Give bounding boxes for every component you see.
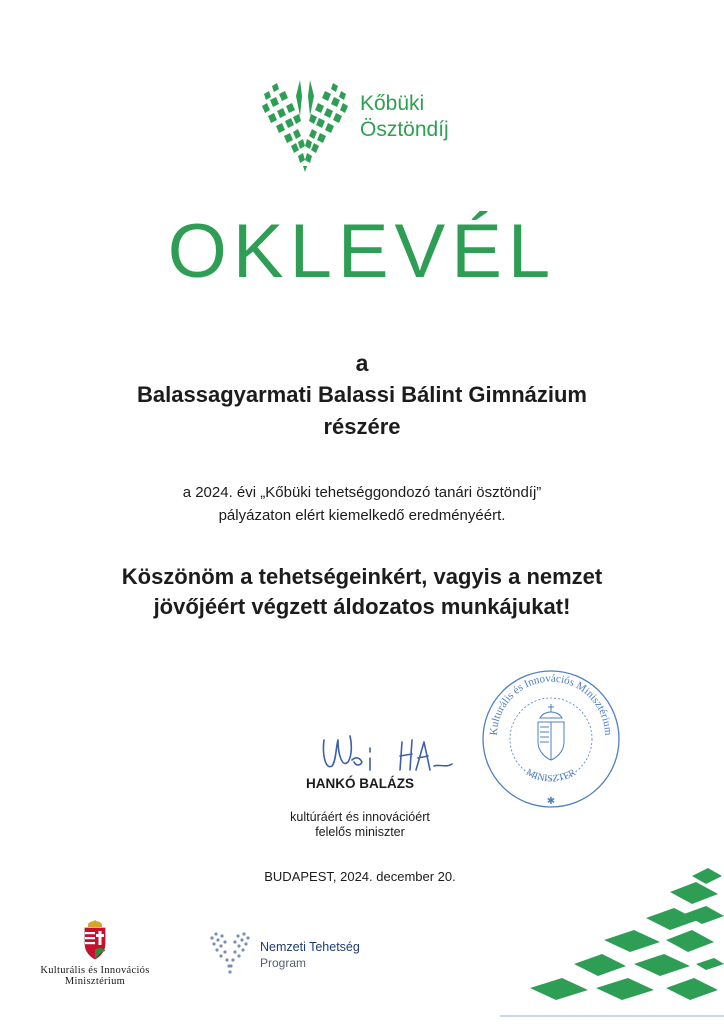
- thanks-line-2: jövőjéért végzett áldozatos munkájukat!: [153, 594, 571, 619]
- recipient-article: a: [355, 350, 369, 376]
- reason-line-2: pályázaton elért kiemelkedő eredményéért.: [218, 507, 506, 524]
- program-sub: Program: [260, 956, 307, 970]
- brand-line-2: Ösztöndíj: [360, 118, 449, 141]
- coat-of-arms-icon: [538, 704, 564, 760]
- program-logo: [208, 924, 368, 984]
- stamp-bottom-text: MINISZTER: [524, 767, 578, 785]
- official-stamp: [476, 664, 626, 814]
- date-line: BUDAPEST, 2024. december 20.: [264, 869, 456, 884]
- corner-decoration: [470, 860, 724, 1024]
- recipient-name: Balassagyarmati Balassi Bálint Gimnázium: [137, 382, 587, 407]
- ministry-name-line-2: Minisztérium: [64, 976, 126, 987]
- brand-line-1: Kőbüki: [360, 92, 425, 115]
- thanks-line-1: Köszönöm a tehetségeinkért, vagyis a nemzet: [121, 564, 603, 589]
- hungarian-coat-of-arms-icon: [82, 920, 108, 960]
- kobuki-logo: [258, 66, 478, 176]
- program-name: Nemzeti Tehetség: [260, 940, 360, 954]
- svg-text:✱: ✱: [546, 796, 556, 807]
- document-title: OKLEVÉL: [167, 209, 557, 294]
- ministry-logo: [30, 920, 160, 987]
- recipient-for-label: részére: [323, 414, 401, 439]
- reason-line-1: a 2024. évi „Kőbüki tehetséggondozó tanári ösztöndíj”: [182, 484, 542, 501]
- ministry-name-line-1: Kulturális és Innovációs: [40, 965, 150, 976]
- signer-name: HANKÓ BALÁZS: [306, 776, 414, 791]
- stamp-arc-text: Kulturális és Innovációs Minisztérium: [487, 672, 615, 736]
- signer-title-line-2: felelős miniszter: [315, 825, 405, 839]
- dotted-v-leaf-icon: [208, 924, 252, 980]
- handwritten-signature: [316, 726, 466, 776]
- green-v-leaf-icon: [258, 66, 354, 176]
- signer-title-line-1: kultúráért és innovációért: [290, 810, 430, 824]
